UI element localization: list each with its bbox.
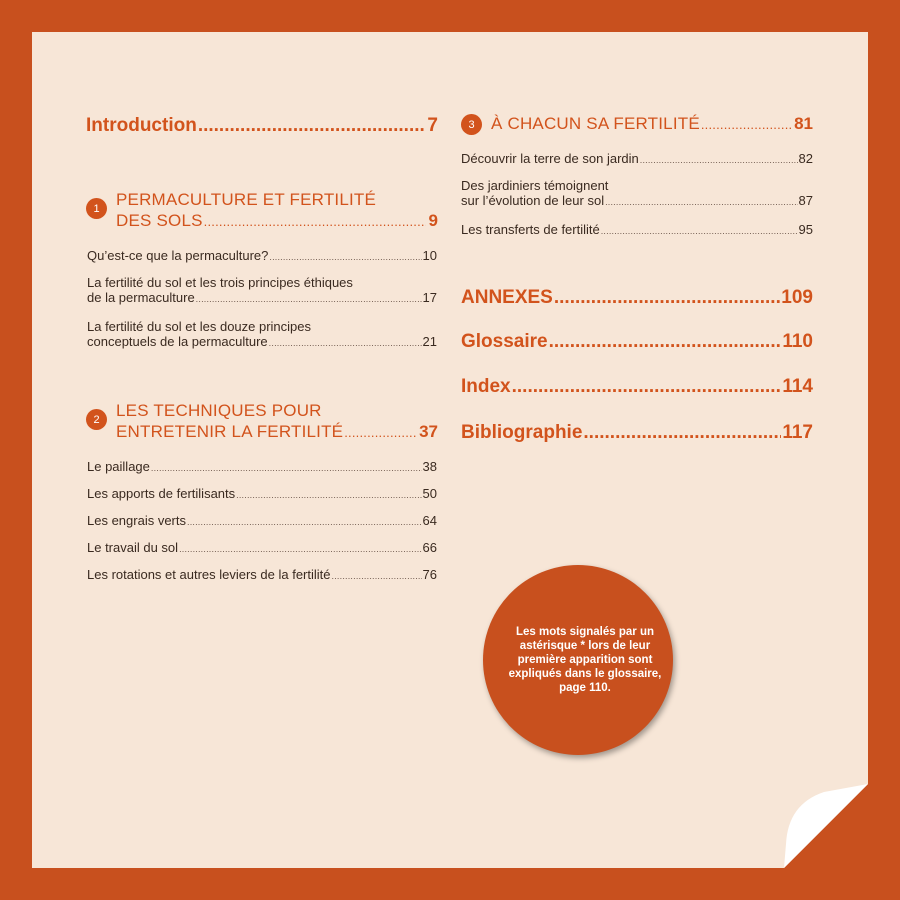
toc-entry-label-line2: conceptuels de la permaculture	[87, 334, 268, 349]
toc-entry-label-line1: Des jardiniers témoignent	[461, 178, 609, 193]
toc-entry-label-line2: de la permaculture	[87, 290, 195, 305]
toc-entry[interactable]	[461, 151, 813, 166]
leader-dots	[549, 331, 782, 353]
glossary-note-text: Les mots signalés par un astérisque * lors de leur première apparition sont expliqués dans le glossaire, page 110.	[508, 626, 662, 694]
toc-entry-line2	[87, 290, 437, 305]
leader-dots	[236, 490, 421, 500]
toc-entry-label-line2: sur l’évolution de leur sol	[461, 193, 605, 208]
toc-entry-page: 17	[422, 290, 437, 305]
toc-entry-label: Le paillage	[87, 459, 150, 474]
chapter-3-title: À CHACUN SA FERTILITÉ	[491, 114, 700, 133]
toc-entry-label: Le travail du sol	[87, 540, 179, 555]
toc-introduction-label: Introduction	[86, 115, 197, 136]
toc-entry[interactable]	[87, 459, 437, 474]
toc-entry[interactable]	[461, 178, 813, 208]
chapter-1-title-line1: PERMACULTURE ET FERTILITÉ	[116, 190, 377, 209]
chapter-1-title-line2-text: DES SOLS	[116, 211, 203, 230]
toc-index-label: Index	[461, 376, 511, 397]
toc-entry-page: 87	[798, 193, 813, 208]
toc-index[interactable]	[461, 376, 813, 398]
toc-entry-page: 50	[422, 486, 437, 501]
leader-dots	[554, 287, 780, 309]
leader-dots	[344, 425, 416, 440]
glossary-note-badge	[483, 565, 673, 755]
chapter-number-badge: 2	[86, 409, 107, 430]
toc-entry-label-line1: La fertilité du sol et les trois principes éthiques	[87, 275, 353, 290]
toc-introduction[interactable]	[86, 115, 438, 137]
leader-dots	[583, 422, 781, 444]
toc-entry-page: 38	[422, 459, 437, 474]
toc-annexes-label: ANNEXES	[461, 287, 553, 308]
toc-entry-label: Les apports de fertilisants	[87, 486, 236, 501]
toc-entry-label: Les transferts de fertilité	[461, 222, 600, 237]
leader-dots	[605, 197, 797, 207]
leader-dots	[701, 117, 791, 132]
toc-annexes-page: 109	[781, 287, 813, 308]
chapter-2-title-line1: LES TECHNIQUES POUR	[116, 401, 322, 420]
toc-entry[interactable]	[87, 486, 437, 501]
toc-entry-page: 76	[422, 567, 437, 582]
toc-entry-line2	[461, 193, 813, 208]
chapter-3-page: 81	[794, 114, 813, 133]
toc-glossaire-page: 110	[782, 331, 813, 352]
leader-dots	[187, 517, 422, 527]
toc-entry[interactable]	[87, 513, 437, 528]
toc-glossaire[interactable]	[461, 331, 813, 353]
toc-entry[interactable]	[87, 275, 437, 305]
toc-entry[interactable]	[87, 567, 437, 582]
chapter-1-heading[interactable]	[86, 190, 438, 240]
leader-dots	[204, 214, 426, 229]
toc-entry[interactable]	[461, 222, 813, 237]
toc-entry-label: Les engrais verts	[87, 513, 186, 528]
toc-entry-label: Les rotations et autres leviers de la fertilité	[87, 567, 331, 582]
leader-dots	[196, 294, 422, 304]
leader-dots	[179, 544, 421, 554]
toc-entry-page: 82	[798, 151, 813, 166]
toc-entry-page: 64	[422, 513, 437, 528]
toc-entry-page: 66	[422, 540, 437, 555]
toc-entry-label: Qu’est-ce que la permaculture?	[87, 248, 269, 263]
toc-index-page: 114	[782, 376, 813, 397]
toc-introduction-page: 7	[427, 115, 438, 136]
toc-entry-page: 95	[798, 222, 813, 237]
leader-dots	[601, 226, 798, 236]
page-fold-corner	[784, 784, 868, 868]
leader-dots	[512, 376, 782, 398]
chapter-number-badge: 1	[86, 198, 107, 219]
chapter-3-title-line	[491, 114, 813, 134]
chapter-2-page: 37	[419, 422, 438, 441]
leader-dots	[269, 252, 421, 262]
toc-annexes[interactable]	[461, 287, 813, 309]
toc-entry[interactable]	[87, 540, 437, 555]
toc-entry-page: 10	[422, 248, 437, 263]
chapter-2-title-line2-text: ENTRETENIR LA FERTILITÉ	[116, 422, 344, 441]
toc-bibliographie[interactable]	[461, 422, 813, 444]
toc-page	[32, 32, 868, 868]
toc-bibliographie-page: 117	[782, 422, 813, 443]
toc-bibliographie-label: Bibliographie	[461, 422, 583, 443]
leader-dots	[151, 463, 422, 473]
toc-entry-page: 21	[422, 334, 437, 349]
leader-dots	[640, 155, 798, 165]
toc-entry-label: Découvrir la terre de son jardin	[461, 151, 639, 166]
chapter-number-badge: 3	[461, 114, 482, 135]
toc-glossaire-label: Glossaire	[461, 331, 548, 352]
leader-dots	[332, 571, 422, 581]
chapter-1-title-line2	[116, 211, 438, 231]
leader-dots	[269, 338, 422, 348]
toc-entry[interactable]	[87, 248, 437, 263]
toc-entry-label-line1: La fertilité du sol et les douze principes	[87, 319, 312, 334]
chapter-1-page: 9	[428, 211, 438, 230]
chapter-2-title-line2	[116, 422, 438, 442]
toc-entry-line2	[87, 334, 437, 349]
leader-dots	[198, 115, 425, 137]
toc-entry[interactable]	[87, 319, 437, 349]
chapter-2-heading[interactable]	[86, 401, 438, 451]
chapter-3-heading[interactable]	[461, 114, 813, 138]
